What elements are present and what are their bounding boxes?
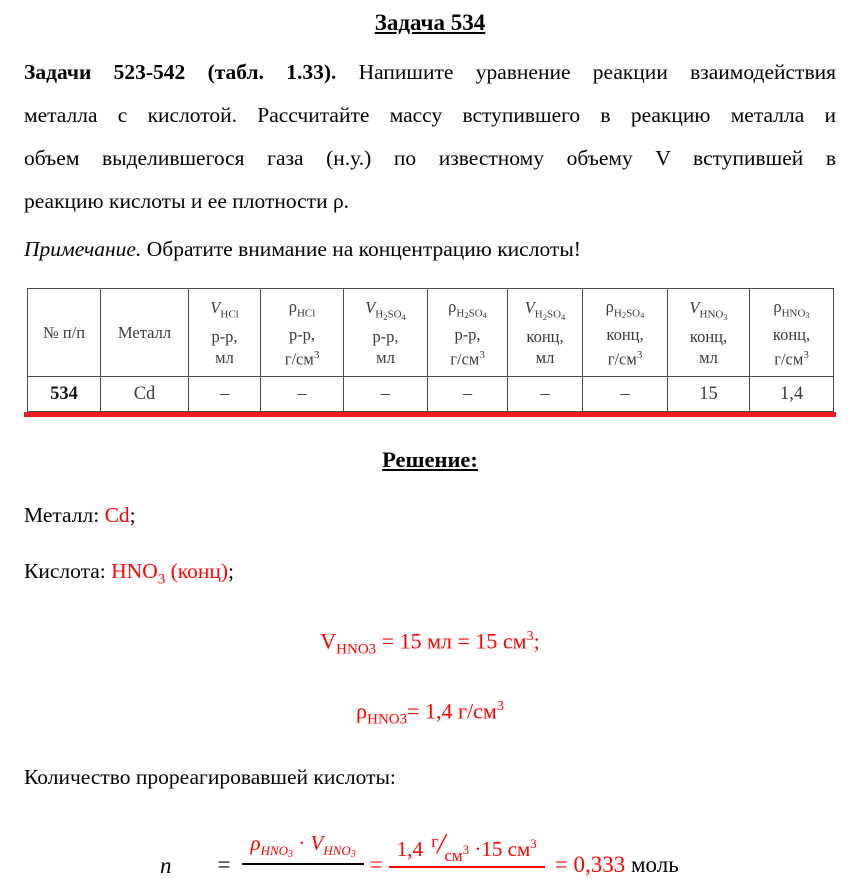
note-paragraph: Примечание. Обратите внимание на концентрацию кислоты! <box>24 237 581 261</box>
problem-title-text: Задача 534 <box>374 10 486 35</box>
intro-paragraph <box>24 51 836 223</box>
cell-metal: Cd <box>101 377 189 412</box>
page <box>0 10 860 878</box>
fraction-symbolic-numerator: $\rho_{HNO3} \cdot V_{HNO3}$ <box>242 829 363 865</box>
cell-v-h2so4-conc: – <box>508 377 583 412</box>
cell-v-hno3-conc: 15 <box>668 377 750 412</box>
cell-rho-hcl: – <box>261 377 344 412</box>
fraction-symbolic <box>242 829 363 865</box>
amount-label: Количество прореагировавшей кислоты: <box>24 764 396 789</box>
formula-result: = 0,333 моль <box>554 851 679 877</box>
data-row <box>28 377 834 412</box>
fraction-values <box>389 829 545 868</box>
intro-line: объем выделившегося газа (н.у.) по известному объему V вступившей в <box>24 146 836 170</box>
cell-v-hcl: – <box>189 377 261 412</box>
intro-line: Задачи 523-542 (табл. 1.33). Напишите уравнение реакции взаимодействия <box>24 60 836 84</box>
cell-rho-hno3-conc: 1,4 <box>750 377 834 412</box>
density-line: $\rho_{HNO3}= 1,4$ $г/см^3$ <box>356 698 504 728</box>
equals-sign: = <box>217 851 231 877</box>
header-rho-h2so4-sol: $\rho_{H2SO4}$ р-р, $г/см^3$ <box>428 289 508 377</box>
formula-n-symbol: n <box>160 852 172 878</box>
problem-table <box>27 288 834 412</box>
header-row <box>28 289 834 377</box>
header-num: № п/п <box>28 289 101 377</box>
header-metal: Металл <box>101 289 189 377</box>
header-rho-h2so4-conc: $\rho_{H2SO4}$ конц, $г/см^3$ <box>583 289 668 377</box>
header-rho-hno3-conc: $\rho_{HNO3}$ конц, $г/см^3$ <box>750 289 834 377</box>
acid-line: Кислота: $HNO_3$ (конц); <box>24 559 235 588</box>
table-red-underline <box>24 412 836 417</box>
header-rho-hcl: $\rho_{HCl}$ р-р, $г/см^3$ <box>261 289 344 377</box>
acid-amount-formula <box>160 827 860 878</box>
header-v-h2so4-conc: $V_{H2SO4}$ конц, мл <box>508 289 583 377</box>
fraction-values-numerator: 1,4 $^г/_{см}^3 \cdot 15$ $см^3$ <box>389 829 545 868</box>
header-v-hcl: $V_{HCl}$ р-р, мл <box>189 289 261 377</box>
cell-v-h2so4-sol: – <box>344 377 428 412</box>
equals-sign-2: = <box>369 851 383 877</box>
solution-heading <box>0 447 860 473</box>
header-v-hno3-conc: $V_{HNO3}$ конц, мл <box>668 289 750 377</box>
metal-line: Металл: Cd; <box>24 503 136 527</box>
cell-rho-h2so4-sol: – <box>428 377 508 412</box>
intro-line: металла с кислотой. Рассчитайте массу вступившего в реакцию металла и <box>24 103 836 127</box>
volume-line: $V_{HNO3} = 15$ мл = 15 $см^3$; <box>320 628 540 659</box>
intro-line: реакцию кислоты и ее плотности ρ. <box>24 189 350 213</box>
cell-rho-h2so4-conc: – <box>583 377 668 412</box>
cell-num: 534 <box>28 377 101 412</box>
problem-title <box>0 10 860 36</box>
solution-heading-text: Решение: <box>382 447 478 472</box>
header-v-h2so4-sol: $V_{H2SO4}$ р-р, мл <box>344 289 428 377</box>
problem-table-wrapper <box>27 288 860 412</box>
